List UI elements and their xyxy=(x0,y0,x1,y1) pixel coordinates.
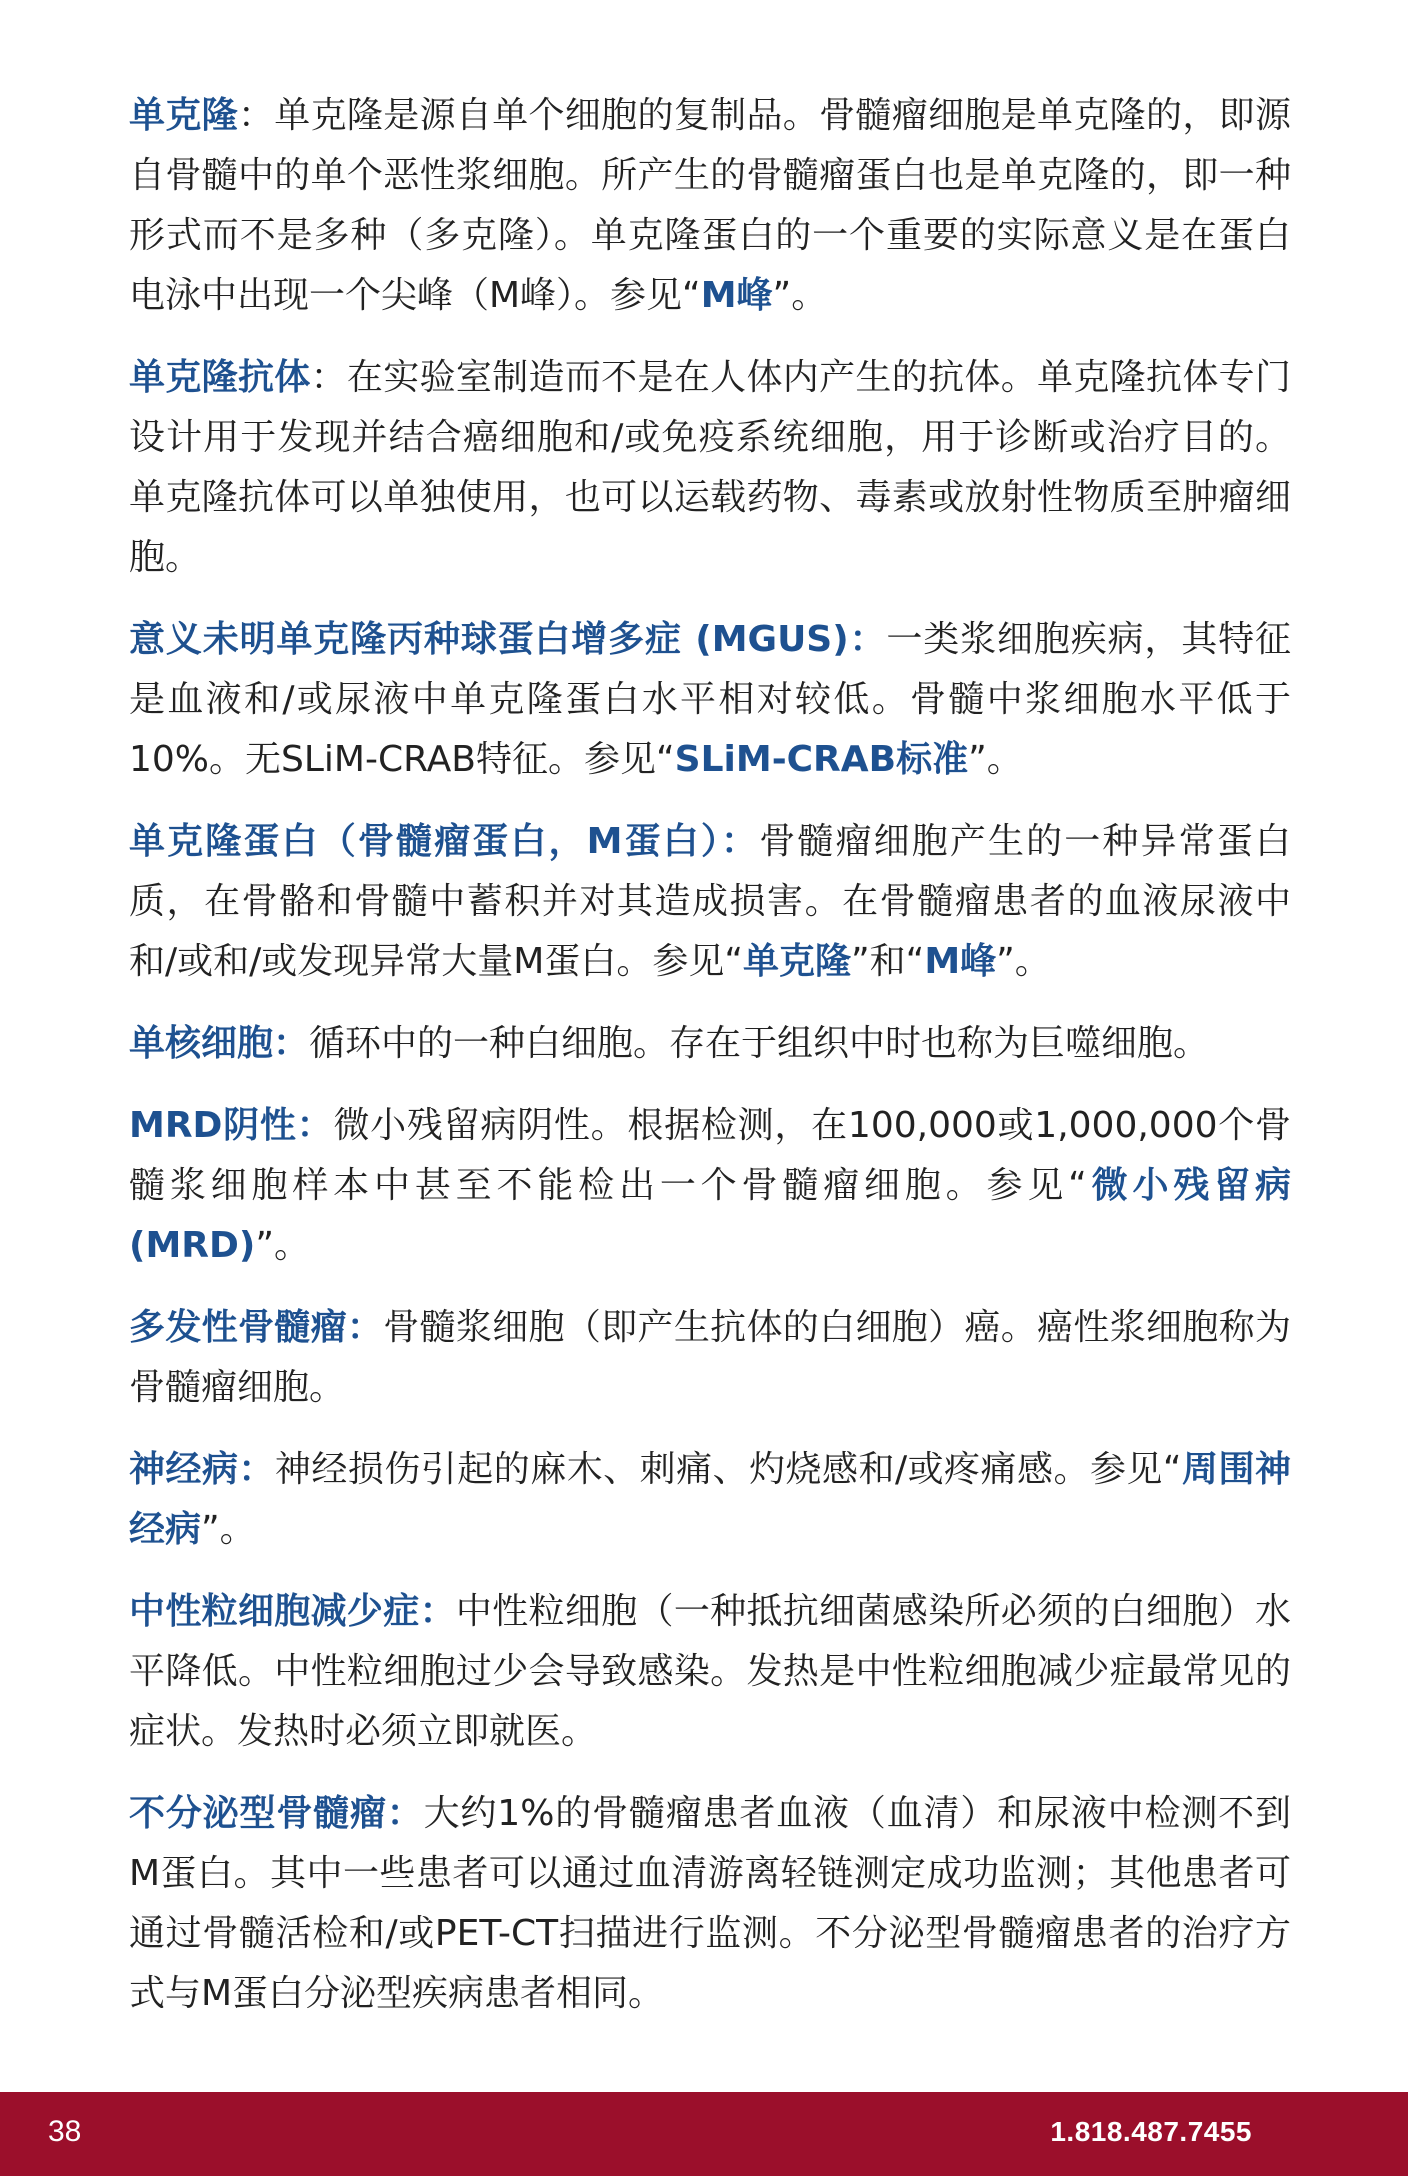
glossary-entry xyxy=(129,1298,1291,1418)
glossary-definition: ”和“ xyxy=(851,941,925,982)
cross-reference: M峰 xyxy=(700,275,773,316)
cross-reference: SLiM-CRAB标准 xyxy=(674,739,969,780)
glossary-entry xyxy=(129,1096,1291,1276)
page-footer xyxy=(0,2092,1408,2176)
glossary-content xyxy=(129,86,1291,2046)
glossary-definition: ”。 xyxy=(772,275,828,316)
glossary-term: 神经病： xyxy=(129,1449,275,1490)
cross-reference: M峰 xyxy=(924,941,997,982)
glossary-entry xyxy=(129,348,1291,588)
glossary-term: 意义未明单克隆丙种球蛋白增多症 (MGUS)： xyxy=(129,619,887,660)
glossary-definition: ”。 xyxy=(968,739,1023,780)
glossary-entry xyxy=(129,1582,1291,1762)
glossary-term: MRD阴性： xyxy=(129,1105,334,1146)
cross-reference: 单克隆 xyxy=(742,941,851,982)
glossary-term: 单克隆蛋白（骨髓瘤蛋白，M蛋白）： xyxy=(129,821,760,862)
page-number: 38 xyxy=(48,2115,82,2148)
glossary-entry xyxy=(129,1784,1291,2024)
glossary-definition: ”。 xyxy=(996,941,1051,982)
glossary-definition: 微小残留病阴性。根据检测，在100,000或1,000,000个骨髓浆细胞样本中甚至不能检出一个骨髓瘤细胞。参见“ xyxy=(129,1105,1291,1206)
glossary-definition: 一类浆细胞疾病，其特征是血液和/或尿液中单克隆蛋白水平相对较低。骨髓中浆细胞水平低于10%。无SLiM-CRAB特征。参见“ xyxy=(129,619,1291,780)
glossary-term: 单克隆 xyxy=(129,95,238,136)
glossary-definition: 神经损伤引起的麻木、刺痛、灼烧感和/或疼痛感。参见“ xyxy=(274,1449,1182,1490)
glossary-entry xyxy=(129,86,1291,326)
glossary-term: 单核细胞： xyxy=(129,1023,310,1064)
glossary-definition: ：单克隆是源自单个细胞的复制品。骨髓瘤细胞是单克隆的，即源自骨髓中的单个恶性浆细胞。所产生的骨髓瘤蛋白也是单克隆的，即一种形式而不是多种（多克隆）。单克隆蛋白的一个重要的实际意义是在蛋白电泳中出现一个尖峰（M峰）。参见“ xyxy=(129,95,1291,316)
cross-reference: 周围神经病 xyxy=(129,1449,1291,1550)
glossary-definition: ：在实验室制造而不是在人体内产生的抗体。单克隆抗体专门设计用于发现并结合癌细胞和/或免疫系统细胞，用于诊断或治疗目的。单克隆抗体可以单独使用，也可以运载药物、毒素或放射性物质至肿瘤细胞。 xyxy=(129,357,1291,578)
glossary-definition: 骨髓瘤细胞产生的一种异常蛋白质，在骨骼和骨髓中蓄积并对其造成损害。在骨髓瘤患者的血液尿液中和/或和/或发现异常大量M蛋白。参见“ xyxy=(129,821,1291,982)
glossary-definition: 中性粒细胞（一种抵抗细菌感染所必须的白细胞）水平降低。中性粒细胞过少会导致感染。发热是中性粒细胞减少症最常见的症状。发热时必须立即就医。 xyxy=(129,1591,1291,1752)
glossary-entry xyxy=(129,1440,1291,1560)
glossary-definition: ”。 xyxy=(201,1509,256,1550)
glossary-definition: 循环中的一种白细胞。存在于组织中时也称为巨噬细胞。 xyxy=(309,1023,1210,1064)
cross-reference: 微小残留病 (MRD) xyxy=(129,1165,1291,1266)
glossary-term: 不分泌型骨髓瘤： xyxy=(129,1793,424,1834)
glossary-entry xyxy=(129,812,1291,992)
glossary-term: 单克隆抗体 xyxy=(129,357,311,398)
glossary-term: 多发性骨髓瘤： xyxy=(129,1307,384,1348)
glossary-term: 中性粒细胞减少症： xyxy=(129,1591,456,1632)
glossary-definition: ”。 xyxy=(255,1225,310,1266)
glossary-definition: 骨髓浆细胞（即产生抗体的白细胞）癌。癌性浆细胞称为骨髓瘤细胞。 xyxy=(129,1307,1291,1408)
phone-number: 1.818.487.7455 xyxy=(1050,2116,1252,2147)
glossary-entry xyxy=(129,610,1291,790)
glossary-entry xyxy=(129,1014,1291,1074)
glossary-definition: 大约1%的骨髓瘤患者血液（血清）和尿液中检测不到M蛋白。其中一些患者可以通过血清游离轻链测定成功监测；其他患者可通过骨髓活检和/或PET-CT扫描进行监测。不分泌型骨髓瘤患者的治疗方式与M蛋白分泌型疾病患者相同。 xyxy=(129,1793,1291,2014)
